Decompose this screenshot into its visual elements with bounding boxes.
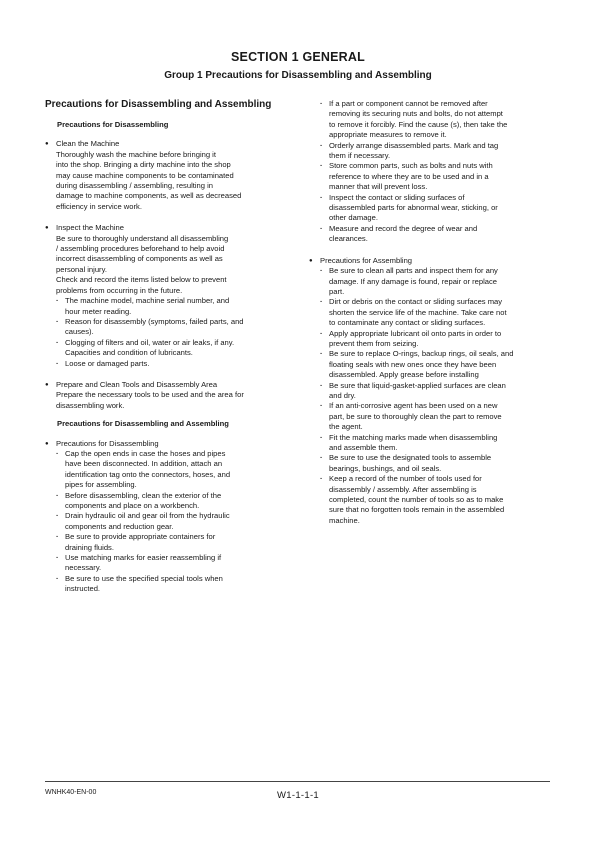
document-code: WNHK40-EN-00 [45,789,97,796]
list-item [309,161,552,192]
list-item [45,359,288,369]
list-item-line: · Be sure to provide appropriate containers for [65,532,216,542]
footer-divider [45,781,550,782]
list-item-line: hour meter reading. [65,306,132,316]
list-item-line: · Loose or damaged parts. [65,358,150,368]
list-item-line: · Be sure to replace O-rings, backup rings, oil seals, and [329,349,514,359]
list-item-line: reference to where they are to be used and in a [329,171,489,181]
list-item-line: part, be sure to thoroughly clean the part to remove [329,411,502,421]
list-item-line: clearances. [329,234,368,244]
list-item [45,511,288,532]
list-item-line: shorten the service life of the machine. Take care not [329,307,507,317]
list-item-line: floating seals with new ones once they have been [329,359,497,369]
list-item [309,453,552,474]
list-item [309,381,552,402]
text-line: / assembling procedures beforehand to help avoid [56,244,225,254]
list-item-line: disassembled parts for abnormal wear, sticking, or [329,203,498,213]
list-item-line: · Inspect the contact or sliding surfaces of [329,192,465,202]
main-heading: Precautions for Disassembling and Assembling [45,99,272,110]
page-number: W1-1-1-1 [277,790,319,801]
list-item [45,532,288,553]
list-item-line: · Dirt or debris on the contact or sliding surfaces may [329,297,503,307]
text-line: Thoroughly wash the machine before bringing it [56,149,216,159]
list-item-line: completed, count the number of tools so as to make [329,495,504,505]
text-line: during disassembling / assembling, resulting in [56,181,214,191]
list-item-line: · Cap the open ends in case the hoses and pipes [65,448,226,458]
list-item [309,401,552,432]
list-item [309,474,552,526]
list-item-line: part. [329,286,345,296]
subheading-disassembling-assembling: Precautions for Disassembling and Assembling [57,419,229,429]
clean-machine-heading: ● Clean the Machine [45,139,288,149]
precautions-assembling-heading: ● Precautions for Assembling [309,256,552,266]
text-line: into the shop. Bringing a dirty machine into the shop [56,160,231,170]
list-item [45,553,288,574]
list-item-line: instructed. [65,584,101,594]
list-item-line: · Apply appropriate lubricant oil onto parts in order to [329,328,502,338]
inspect-machine-text [45,234,288,296]
list-item-line: bearings, bushings, and oil seals. [329,463,442,473]
section-title: SECTION 1 GENERAL [231,50,365,64]
right-column [309,99,552,526]
prepare-tools-text [45,390,288,411]
list-item-line: the agent. [329,422,363,432]
list-item-line: other damage. [329,213,378,223]
list-item-line: · Measure and record the degree of wear and [329,223,478,233]
list-item-line: · Be sure to use the designated tools to assemble [329,453,492,463]
text-line: may cause machine components to be contaminated [56,170,234,180]
list-item [309,193,552,224]
list-item [45,338,288,359]
list-item [309,433,552,454]
list-item-line: · The machine model, machine serial number, and [65,296,230,306]
list-item-line: to contaminate any contact or sliding surfaces. [329,318,486,328]
list-item-line: appropriate measures to remove it. [329,130,447,140]
text-line: personal injury. [56,264,107,274]
list-item-line: disassembled. Apply grease before installing [329,370,479,380]
list-item-line: manner that will prevent loss. [329,182,428,192]
list-item-line: machine. [329,515,360,525]
list-item-line: · Drain hydraulic oil and gear oil from the hydraulic [65,511,230,521]
list-item [45,296,288,317]
text-line: incorrect disassembling of components as well as [56,254,223,264]
list-item-line: · Keep a record of the number of tools used for [329,474,482,484]
text-line: disassembling work. [56,400,125,410]
list-item-line: sure that no forgotten tools remain in the assembled [329,505,505,515]
list-item-line: · Store common parts, such as bolts and nuts with [329,161,493,171]
list-item [45,491,288,512]
list-item [309,141,552,162]
left-column [45,99,288,595]
list-item [45,317,288,338]
list-item-line: identification tag onto the connectors, hoses, and [65,469,231,479]
text-line: efficiency in service work. [56,201,142,211]
precautions-disassembling-list [45,449,288,595]
list-item [309,224,552,245]
list-item-line: Capacities and condition of lubricants. [65,348,193,358]
list-item-line: and dry. [329,390,356,400]
text-line: Be sure to thoroughly understand all disassembling [56,233,229,243]
list-item [309,329,552,350]
list-item-line: prevent them from seizing. [329,338,419,348]
precautions-disassembling-list-continued [309,99,552,245]
group-title: Group 1 Precautions for Disassembling and Assembling [164,70,432,81]
precautions-assembling-list [309,266,552,526]
list-item-line: damage. If any damage is found, repair or replace [329,276,498,286]
text-line: problems from occurring in the future. [56,285,183,295]
inspect-machine-heading: ● Inspect the Machine [45,223,288,233]
list-item-line: removing its securing nuts and bolts, do not attempt [329,109,503,119]
inspect-items-list [45,296,288,369]
list-item-line: · Orderly arrange disassembled parts. Mark and tag [329,140,499,150]
list-item-line: disassembly / assembly. After assembling is [329,484,477,494]
list-item-line: pipes for assembling. [65,480,137,490]
text-line: Check and record the items listed below to prevent [56,275,227,285]
text-line: damage to machine components, as well as decreased [56,191,242,201]
list-item-line: and assemble them. [329,443,398,452]
list-item-line: · If a part or component cannot be removed after [329,99,488,108]
list-item-line: · Use matching marks for easier reassembling if [65,553,222,563]
list-item [309,99,552,141]
list-item-line: · If an anti-corrosive agent has been used on a new [329,401,498,411]
list-item [45,574,288,595]
clean-machine-text [45,150,288,212]
list-item-line: · Be sure that liquid-gasket-applied surfaces are clean [329,380,506,390]
list-item [45,449,288,491]
list-item-line: to remove it forcibly. Find the cause (s), then take the [329,119,508,129]
list-item [309,349,552,380]
list-item-line: · Reason for disassembly (symptoms, failed parts, and [65,316,244,326]
prepare-tools-heading: ● Prepare and Clean Tools and Disassembly Area [45,380,288,390]
subheading-disassembling: Precautions for Disassembling [57,120,169,129]
list-item-line: have been disconnected. In addition, attach an [65,459,223,469]
list-item-line: · Fit the matching marks made when disassembling [329,432,498,442]
list-item-line: components and place on a workbench. [65,501,200,510]
list-item-line: · Clogging of filters and oil, water or air leaks, if any. [65,337,235,347]
list-item-line: them if necessary. [329,151,391,161]
list-item-line: components and reduction gear. [65,521,174,531]
list-item-line: · Be sure to use the specified special tools when [65,573,223,583]
list-item-line: causes). [65,327,94,337]
text-line: Prepare the necessary tools to be used and the area for [56,390,244,400]
list-item-line: draining fluids. [65,542,114,552]
list-item [309,297,552,328]
list-item-line: · Be sure to clean all parts and inspect them for any [329,266,498,276]
precautions-disassembling-heading: ● Precautions for Disassembling [45,439,288,449]
list-item-line: necessary. [65,563,102,573]
list-item [309,266,552,297]
list-item-line: · Before disassembling, clean the exterior of the [65,490,222,500]
